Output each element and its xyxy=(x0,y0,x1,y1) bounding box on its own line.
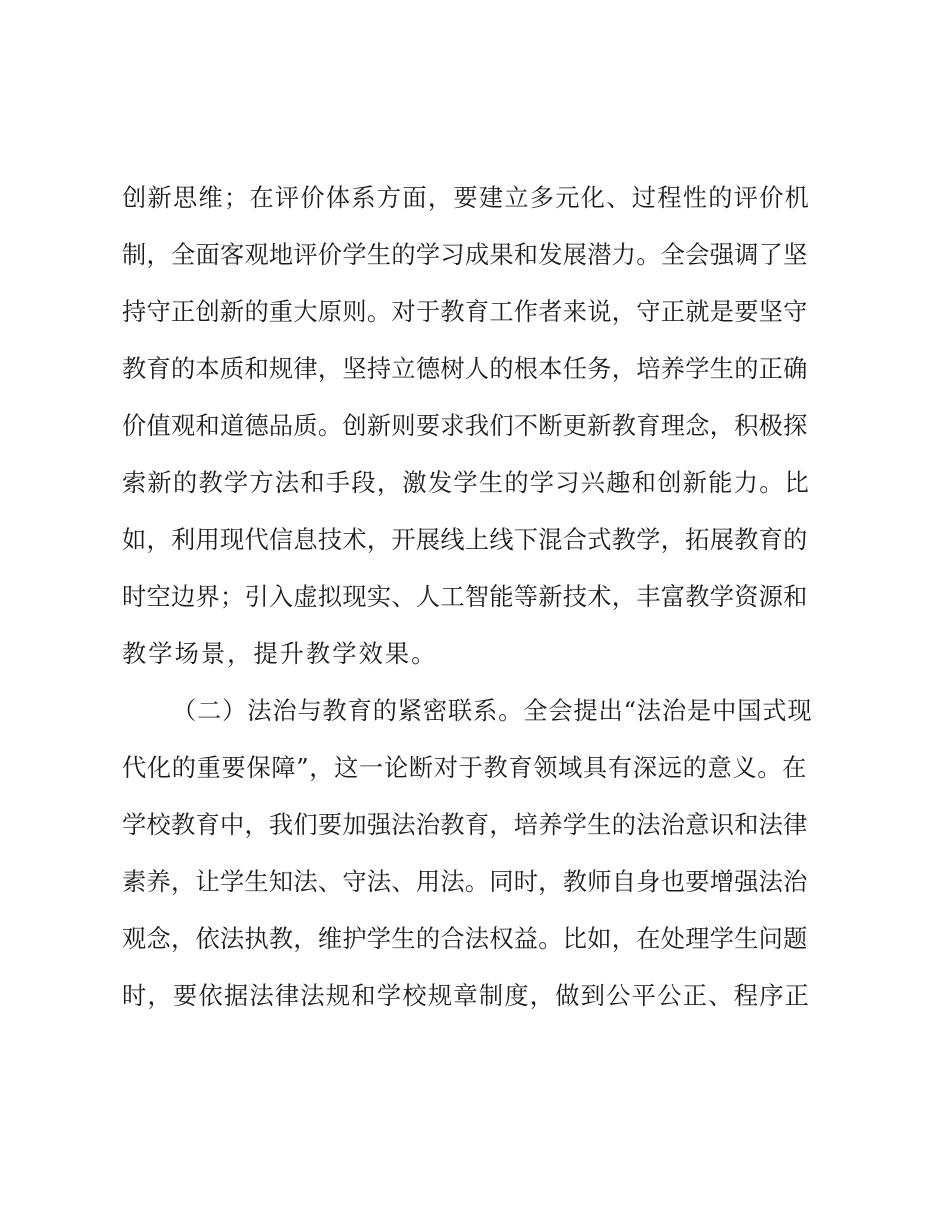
text-line: 教育的本质和规律，坚持立德树人的根本任务，培养学生的正确 xyxy=(122,355,808,383)
text-line: 时空边界；引入虚拟现实、人工智能等新技术，丰富教学资源和 xyxy=(122,583,808,611)
text-line: 时，要依据法律法规和学校规章制度，做到公平公正、程序正 xyxy=(122,982,811,1010)
text-line: 观念，依法执教，维护学生的合法权益。比如，在处理学生问题 xyxy=(122,925,808,953)
text-line: 素养，让学生知法、守法、用法。同时，教师自身也要增强法治 xyxy=(122,868,808,896)
text-line: 索新的教学方法和手段，激发学生的学习兴趣和创新能力。比 xyxy=(122,469,811,497)
text-line: 教学场景，提升教学效果。 xyxy=(122,640,438,668)
text-line: 代化的重要保障”，这一论断对于教育领域具有深远的意义。在 xyxy=(122,754,808,782)
text-line: 如，利用现代信息技术，开展线上线下混合式教学，拓展教育的 xyxy=(122,526,808,554)
text-line: 制，全面客观地评价学生的学习成果和发展潜力。全会强调了坚 xyxy=(122,241,808,269)
text-line: 持守正创新的重大原则。对于教育工作者来说，守正就是要坚守 xyxy=(122,298,808,326)
paragraph-first-line: （二）法治与教育的紧密联系。全会提出“法治是中国式现 xyxy=(172,697,813,725)
text-line: 价值观和道德品质。创新则要求我们不断更新教育理念，积极探 xyxy=(122,412,808,440)
text-line: 学校教育中，我们要加强法治教育，培养学生的法治意识和法律 xyxy=(122,811,808,839)
text-line: 创新思维；在评价体系方面，要建立多元化、过程性的评价机 xyxy=(122,184,811,212)
